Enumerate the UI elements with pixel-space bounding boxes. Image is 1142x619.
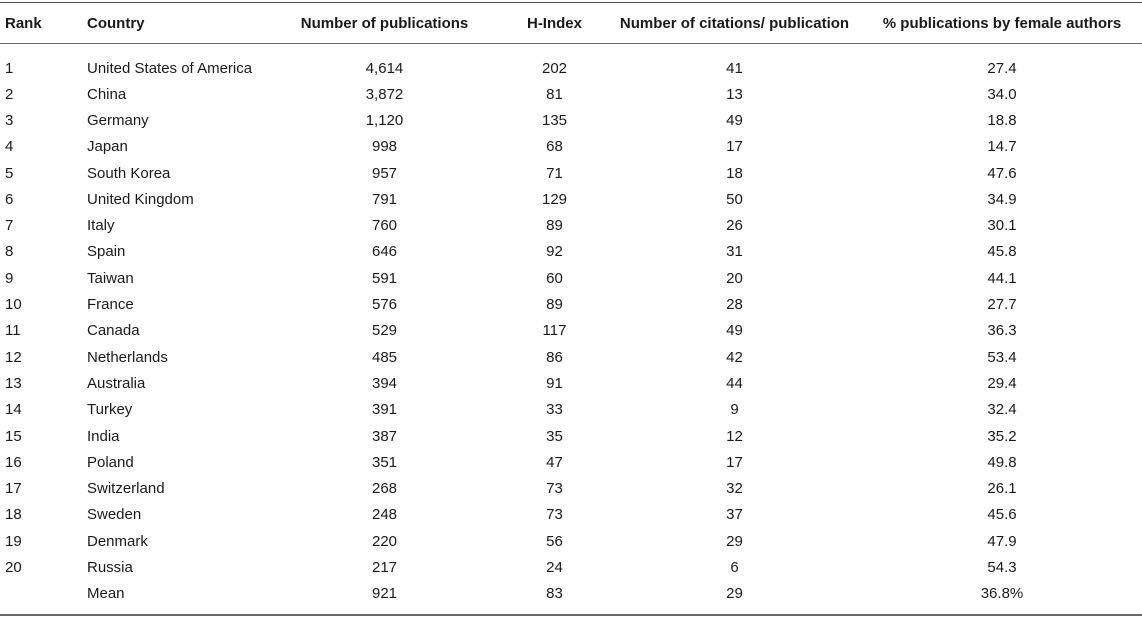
cell-h-index: 83 bbox=[546, 585, 563, 603]
cell-country: Spain bbox=[87, 243, 126, 261]
cell-h-index: 24 bbox=[546, 558, 563, 576]
cell-h-index: 56 bbox=[546, 532, 563, 550]
table-row bbox=[0, 581, 1142, 607]
cell-publications: 268 bbox=[371, 480, 398, 498]
cell-rank: 19 bbox=[5, 532, 22, 550]
cell-female: 18.8 bbox=[987, 111, 1017, 129]
table-row bbox=[0, 291, 1142, 317]
cell-publications: 998 bbox=[371, 138, 398, 156]
table-row bbox=[0, 134, 1142, 160]
cell-rank: 4 bbox=[5, 138, 14, 156]
cell-citations: 29 bbox=[726, 532, 743, 550]
cell-female: 30.1 bbox=[987, 217, 1017, 235]
cell-female: 27.7 bbox=[987, 296, 1017, 314]
cell-citations: 9 bbox=[730, 401, 739, 419]
cell-citations: 42 bbox=[726, 348, 743, 366]
table-row bbox=[0, 502, 1142, 528]
cell-female: 36.3 bbox=[987, 322, 1017, 340]
table-row bbox=[0, 344, 1142, 370]
cell-publications: 576 bbox=[371, 296, 398, 314]
cell-publications: 3,872 bbox=[365, 85, 404, 103]
cell-country: South Korea bbox=[87, 164, 171, 182]
cell-publications: 351 bbox=[371, 453, 398, 471]
cell-publications: 387 bbox=[371, 427, 398, 445]
cell-rank: 15 bbox=[5, 427, 22, 445]
cell-h-index: 47 bbox=[546, 453, 563, 471]
cell-citations: 18 bbox=[726, 164, 743, 182]
cell-female: 32.4 bbox=[987, 401, 1017, 419]
cell-rank: 10 bbox=[5, 296, 22, 314]
cell-female: 53.4 bbox=[987, 348, 1017, 366]
cell-female: 14.7 bbox=[987, 138, 1017, 156]
header-publications: Number of publications bbox=[300, 14, 469, 32]
cell-country: India bbox=[87, 427, 120, 445]
cell-rank bbox=[0, 581, 87, 607]
cell-rank: 12 bbox=[5, 348, 22, 366]
cell-publications: 957 bbox=[371, 164, 398, 182]
cell-female: 34.9 bbox=[987, 190, 1017, 208]
cell-female: 47.6 bbox=[987, 164, 1017, 182]
cell-female: 27.4 bbox=[987, 59, 1017, 77]
cell-female: 49.8 bbox=[987, 453, 1017, 471]
cell-h-index: 68 bbox=[546, 138, 563, 156]
cell-publications: 1,120 bbox=[365, 111, 404, 129]
cell-country: Denmark bbox=[87, 532, 148, 550]
cell-citations: 32 bbox=[726, 480, 743, 498]
cell-country: Italy bbox=[87, 217, 115, 235]
cell-country: Switzerland bbox=[87, 480, 165, 498]
cell-country: United States of America bbox=[87, 59, 253, 77]
cell-h-index: 60 bbox=[546, 269, 563, 287]
table-row bbox=[0, 370, 1142, 396]
table-row bbox=[0, 160, 1142, 186]
cell-citations: 29 bbox=[726, 585, 743, 603]
cell-h-index: 135 bbox=[541, 111, 568, 129]
table-row bbox=[0, 43, 1142, 81]
cell-citations: 12 bbox=[726, 427, 743, 445]
cell-citations: 17 bbox=[726, 138, 743, 156]
cell-citations: 49 bbox=[726, 111, 743, 129]
table-row bbox=[0, 423, 1142, 449]
cell-publications: 391 bbox=[371, 401, 398, 419]
cell-rank: 6 bbox=[5, 190, 14, 208]
cell-female: 45.6 bbox=[987, 506, 1017, 524]
cell-publications: 646 bbox=[371, 243, 398, 261]
cell-h-index: 71 bbox=[546, 164, 563, 182]
header-citations: Number of citations/ publication bbox=[619, 14, 850, 32]
cell-country: Russia bbox=[87, 558, 133, 576]
cell-rank: 16 bbox=[5, 453, 22, 471]
cell-publications: 485 bbox=[371, 348, 398, 366]
cell-citations: 28 bbox=[726, 296, 743, 314]
cell-rank: 3 bbox=[5, 111, 14, 129]
cell-country: Poland bbox=[87, 453, 134, 471]
cell-h-index: 117 bbox=[542, 322, 567, 340]
cell-publications: 217 bbox=[371, 558, 398, 576]
cell-citations: 17 bbox=[726, 453, 743, 471]
cell-female: 35.2 bbox=[987, 427, 1017, 445]
cell-publications: 220 bbox=[371, 532, 398, 550]
cell-female: 54.3 bbox=[987, 558, 1017, 576]
cell-rank: 20 bbox=[5, 558, 22, 576]
cell-rank: 11 bbox=[5, 322, 21, 340]
cell-rank: 5 bbox=[5, 164, 14, 182]
cell-country: Mean bbox=[87, 585, 125, 603]
table-row bbox=[0, 265, 1142, 291]
bottom-rule bbox=[0, 614, 1142, 616]
cell-female: 29.4 bbox=[987, 374, 1017, 392]
cell-country: Australia bbox=[87, 374, 146, 392]
cell-country: Netherlands bbox=[87, 348, 168, 366]
cell-rank: 14 bbox=[5, 401, 22, 419]
cell-h-index: 33 bbox=[546, 401, 563, 419]
cell-publications: 921 bbox=[371, 585, 398, 603]
cell-country: United Kingdom bbox=[87, 190, 194, 208]
cell-citations: 31 bbox=[726, 243, 743, 261]
cell-citations: 13 bbox=[726, 85, 743, 103]
cell-h-index: 89 bbox=[546, 296, 563, 314]
table-row bbox=[0, 475, 1142, 501]
cell-female: 36.8% bbox=[980, 585, 1024, 603]
table-row bbox=[0, 449, 1142, 475]
cell-rank: 9 bbox=[5, 269, 14, 287]
cell-h-index: 86 bbox=[546, 348, 563, 366]
cell-female: 45.8 bbox=[987, 243, 1017, 261]
cell-rank: 13 bbox=[5, 374, 22, 392]
cell-rank: 8 bbox=[5, 243, 14, 261]
cell-publications: 591 bbox=[371, 269, 398, 287]
table-row bbox=[0, 107, 1142, 133]
cell-citations: 26 bbox=[726, 217, 743, 235]
table-row bbox=[0, 397, 1142, 423]
cell-publications: 791 bbox=[371, 190, 398, 208]
cell-country: Sweden bbox=[87, 506, 142, 524]
cell-h-index: 91 bbox=[546, 374, 563, 392]
table-row bbox=[0, 554, 1142, 580]
cell-h-index: 35 bbox=[546, 427, 563, 445]
header-female: % publications by female authors bbox=[882, 14, 1122, 32]
cell-country: Japan bbox=[87, 138, 128, 156]
cell-rank: 17 bbox=[5, 480, 22, 498]
cell-h-index: 92 bbox=[546, 243, 563, 261]
cell-citations: 49 bbox=[726, 322, 743, 340]
cell-rank: 7 bbox=[5, 217, 14, 235]
cell-citations: 44 bbox=[726, 374, 743, 392]
cell-female: 34.0 bbox=[987, 85, 1017, 103]
cell-h-index: 202 bbox=[541, 59, 568, 77]
cell-female: 44.1 bbox=[987, 269, 1017, 287]
header-h-index: H-Index bbox=[526, 14, 582, 32]
cell-female: 26.1 bbox=[987, 480, 1017, 498]
cell-h-index: 73 bbox=[546, 480, 563, 498]
cell-citations: 41 bbox=[726, 59, 743, 77]
cell-h-index: 81 bbox=[546, 85, 563, 103]
publications-table bbox=[0, 3, 1142, 607]
cell-country: Taiwan bbox=[87, 269, 134, 287]
header-rank: Rank bbox=[5, 14, 42, 32]
cell-rank: 1 bbox=[5, 59, 14, 77]
cell-publications: 760 bbox=[371, 217, 398, 235]
cell-citations: 37 bbox=[726, 506, 743, 524]
cell-citations: 20 bbox=[726, 269, 743, 287]
cell-female: 47.9 bbox=[987, 532, 1017, 550]
table-row bbox=[0, 528, 1142, 554]
header-country: Country bbox=[87, 14, 145, 32]
cell-country: Turkey bbox=[87, 401, 133, 419]
table-row bbox=[0, 318, 1142, 344]
cell-h-index: 129 bbox=[541, 190, 568, 208]
cell-h-index: 73 bbox=[546, 506, 563, 524]
cell-h-index: 89 bbox=[546, 217, 563, 235]
cell-citations: 6 bbox=[730, 558, 739, 576]
cell-country: Canada bbox=[87, 322, 140, 340]
cell-country: Germany bbox=[87, 111, 149, 129]
header-row bbox=[0, 3, 1142, 43]
cell-publications: 529 bbox=[371, 322, 398, 340]
cell-rank: 18 bbox=[5, 506, 22, 524]
table-row bbox=[0, 239, 1142, 265]
table-row bbox=[0, 81, 1142, 107]
cell-publications: 394 bbox=[371, 374, 398, 392]
cell-country: China bbox=[87, 85, 127, 103]
cell-publications: 4,614 bbox=[365, 59, 404, 77]
cell-country: France bbox=[87, 296, 134, 314]
table-row bbox=[0, 186, 1142, 212]
cell-publications: 248 bbox=[371, 506, 398, 524]
cell-rank: 2 bbox=[5, 85, 14, 103]
table-row bbox=[0, 212, 1142, 238]
cell-citations: 50 bbox=[726, 190, 743, 208]
